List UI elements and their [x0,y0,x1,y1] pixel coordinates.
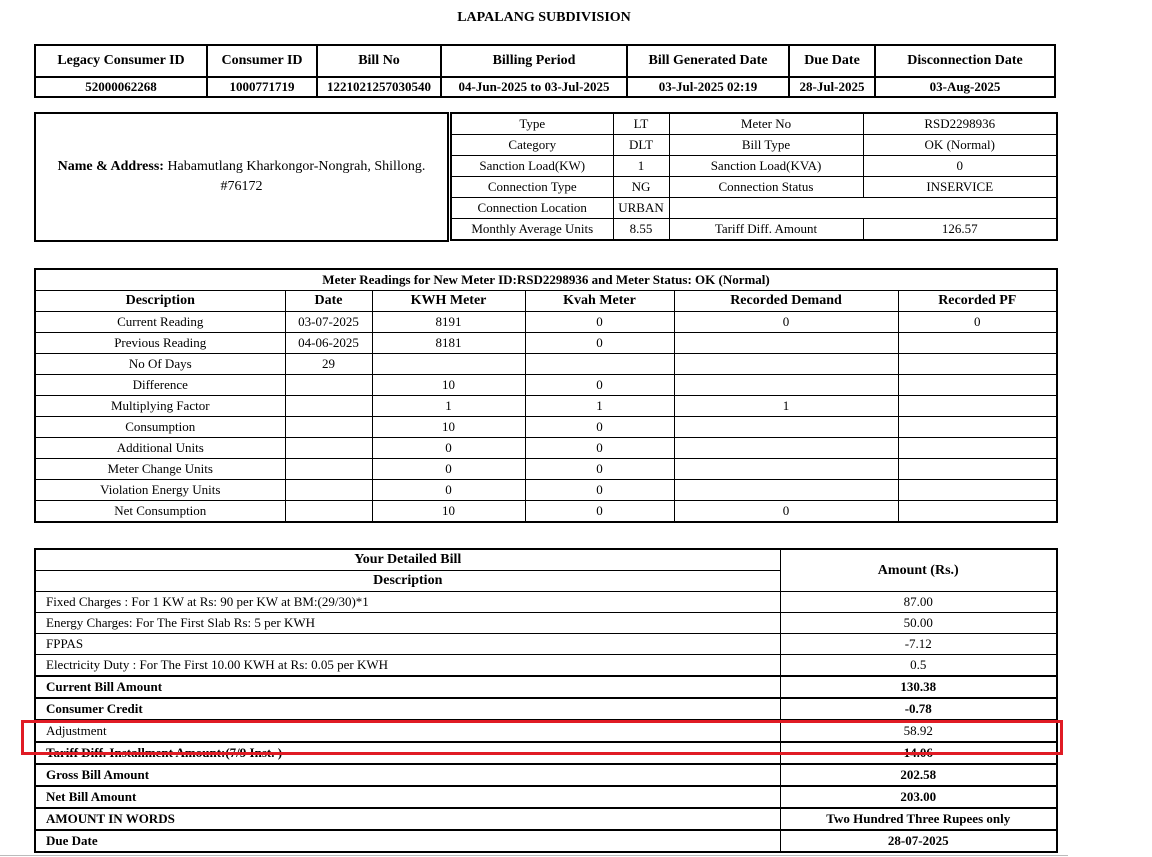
meter-cell: Additional Units [35,438,285,459]
meter-cell [674,354,898,375]
meter-cell: 03-07-2025 [285,312,372,333]
meter-cell [898,396,1057,417]
meter-cell: 0 [674,501,898,523]
info-cell: URBAN [613,198,669,219]
meter-cell [285,501,372,523]
meter-cell: Violation Energy Units [35,480,285,501]
meter-cell [898,438,1057,459]
name-address-box [34,112,449,242]
meter-cell [285,438,372,459]
table-row [35,312,1057,333]
table-row [35,396,1057,417]
table-row [35,501,1057,523]
info-cell: 126.57 [863,219,1057,241]
info-cell: Sanction Load(KVA) [669,156,863,177]
meter-cell: Difference [35,375,285,396]
meter-cell [898,354,1057,375]
bill-description: Fixed Charges : For 1 KW at Rs: 90 per KW at BM:(29/30)*1 [35,592,780,613]
legacy-consumer-id-value: 52000062268 [35,77,207,97]
bill-row [35,676,1057,698]
due-date-value: 28-Jul-2025 [789,77,875,97]
bill-row [35,786,1057,808]
meter-column-header: Recorded Demand [674,291,898,312]
bill-amount: 50.00 [780,613,1057,634]
info-cell: Tariff Diff. Amount [669,219,863,241]
bill-header-table [34,44,1056,98]
header-due-date: Due Date [789,45,875,77]
info-cell: Connection Type [451,177,613,198]
info-cell: Connection Status [669,177,863,198]
bill-amount: 14.06 [780,742,1057,764]
meter-column-header: KWH Meter [372,291,525,312]
meter-cell [898,417,1057,438]
header-legacy-consumer-id: Legacy Consumer ID [35,45,207,77]
bill-generated-date-value: 03-Jul-2025 02:19 [627,77,789,97]
bill-row [35,592,1057,613]
meter-cell: 0 [525,438,674,459]
bill-description: FPPAS [35,634,780,655]
meter-cell: 0 [372,480,525,501]
info-cell: LT [613,113,669,135]
table-row [35,480,1057,501]
info-cell: RSD2298936 [863,113,1057,135]
disconnection-date-value: 03-Aug-2025 [875,77,1055,97]
bill-description: Adjustment [35,720,780,742]
amount-header: Amount (Rs.) [780,549,1057,592]
page-bottom-rule [0,855,1068,856]
meter-cell: Meter Change Units [35,459,285,480]
table-row [35,459,1057,480]
bill-row [35,764,1057,786]
meter-cell: 0 [525,459,674,480]
meter-cell [898,333,1057,354]
bill-amount: 0.5 [780,655,1057,677]
meter-column-header: Description [35,291,285,312]
bill-description: AMOUNT IN WORDS [35,808,780,830]
table-row [35,438,1057,459]
bill-amount: -7.12 [780,634,1057,655]
meter-cell: 10 [372,417,525,438]
bill-no-value: 1221021257030540 [317,77,441,97]
info-cell: INSERVICE [863,177,1057,198]
meter-cell: 0 [674,312,898,333]
detailed-bill-title: Your Detailed Bill [35,549,780,571]
info-cell: 0 [863,156,1057,177]
meter-cell [898,480,1057,501]
description-header: Description [35,571,780,592]
bill-amount: -0.78 [780,698,1057,720]
meter-cell: 0 [525,417,674,438]
info-cell: 8.55 [613,219,669,241]
bill-description: Net Bill Amount [35,786,780,808]
connection-info-table [450,112,1058,241]
name-address-value: Habamutlang Kharkongor-Nongrah, Shillong. [167,159,426,174]
meter-readings-header-row [35,291,1057,312]
meter-cell [285,375,372,396]
table-row [35,333,1057,354]
info-cell: 1 [613,156,669,177]
meter-cell: 0 [372,459,525,480]
meter-cell [285,459,372,480]
info-cell: Bill Type [669,135,863,156]
meter-column-header: Recorded PF [898,291,1057,312]
bill-description: Tariff Diff. Installment Amount:(7/9 Inst. ) [35,742,780,764]
info-cell: Sanction Load(KW) [451,156,613,177]
bill-amount: 130.38 [780,676,1057,698]
bill-row [35,830,1057,852]
meter-cell: 0 [525,312,674,333]
meter-cell [372,354,525,375]
info-cell: Category [451,135,613,156]
bill-description: Due Date [35,830,780,852]
meter-cell: 10 [372,375,525,396]
meter-cell [285,396,372,417]
meter-readings-title: Meter Readings for New Meter ID:RSD2298936 and Meter Status: OK (Normal) [35,269,1057,291]
subdivision-title: LAPALANG SUBDIVISION [457,10,631,25]
address-line-2: #76172 [220,179,263,194]
meter-cell [898,459,1057,480]
meter-cell: 1 [674,396,898,417]
meter-cell: 0 [525,333,674,354]
bill-row [35,808,1057,830]
consumer-id-value: 1000771719 [207,77,317,97]
meter-cell: 8191 [372,312,525,333]
bill-amount: 87.00 [780,592,1057,613]
info-row-monthly-average-units [451,219,1057,241]
meter-cell: Consumption [35,417,285,438]
meter-cell [525,354,674,375]
meter-cell [285,480,372,501]
bill-description: Gross Bill Amount [35,764,780,786]
info-cell: DLT [613,135,669,156]
meter-cell: 10 [372,501,525,523]
header-disconnection-date: Disconnection Date [875,45,1055,77]
meter-cell: Net Consumption [35,501,285,523]
meter-cell: 1 [525,396,674,417]
bill-row [35,742,1057,764]
detailed-bill-table [34,548,1058,853]
meter-cell [674,459,898,480]
meter-readings-table [34,268,1058,523]
meter-column-header: Date [285,291,372,312]
billing-period-value: 04-Jun-2025 to 03-Jul-2025 [441,77,627,97]
info-cell: Type [451,113,613,135]
meter-cell [674,438,898,459]
meter-cell: 0 [372,438,525,459]
info-cell: OK (Normal) [863,135,1057,156]
header-bill-no: Bill No [317,45,441,77]
bill-row [35,698,1057,720]
name-address-label: Name & Address: [57,159,164,174]
bill-description: Energy Charges: For The First Slab Rs: 5 per KWH [35,613,780,634]
table-row [35,375,1057,396]
meter-cell: Multiplying Factor [35,396,285,417]
meter-cell: 0 [525,375,674,396]
meter-cell [674,480,898,501]
meter-cell: 8181 [372,333,525,354]
meter-cell: No Of Days [35,354,285,375]
header-consumer-id: Consumer ID [207,45,317,77]
meter-cell [285,417,372,438]
bill-amount: 58.92 [780,720,1057,742]
meter-cell: 0 [525,501,674,523]
bill-amount: Two Hundred Three Rupees only [780,808,1057,830]
header-bill-generated-date: Bill Generated Date [627,45,789,77]
bill-row [35,720,1057,742]
meter-column-header: Kvah Meter [525,291,674,312]
info-cell: Meter No [669,113,863,135]
info-row-type [451,113,1057,135]
info-empty-cell [669,198,1057,219]
info-cell: Monthly Average Units [451,219,613,241]
bill-description: Electricity Duty : For The First 10.00 KWH at Rs: 0.05 per KWH [35,655,780,677]
header-billing-period: Billing Period [441,45,627,77]
table-row [35,354,1057,375]
meter-cell [898,501,1057,523]
meter-cell: 29 [285,354,372,375]
meter-cell: Previous Reading [35,333,285,354]
meter-cell [674,333,898,354]
meter-cell: 04-06-2025 [285,333,372,354]
bill-row [35,613,1057,634]
bill-description: Consumer Credit [35,698,780,720]
meter-cell: Current Reading [35,312,285,333]
info-cell: Connection Location [451,198,613,219]
bill-description: Current Bill Amount [35,676,780,698]
meter-cell: 0 [525,480,674,501]
info-row-connection-type [451,177,1057,198]
bill-amount: 203.00 [780,786,1057,808]
meter-cell [898,375,1057,396]
info-row-sanction-load-kw [451,156,1057,177]
meter-cell: 0 [898,312,1057,333]
info-row-connection-location [451,198,1057,219]
info-row-category [451,135,1057,156]
info-cell: NG [613,177,669,198]
bill-row [35,655,1057,677]
meter-cell [674,417,898,438]
bill-row [35,634,1057,655]
meter-cell [674,375,898,396]
bill-amount: 202.58 [780,764,1057,786]
meter-cell: 1 [372,396,525,417]
bill-amount: 28-07-2025 [780,830,1057,852]
table-row [35,417,1057,438]
